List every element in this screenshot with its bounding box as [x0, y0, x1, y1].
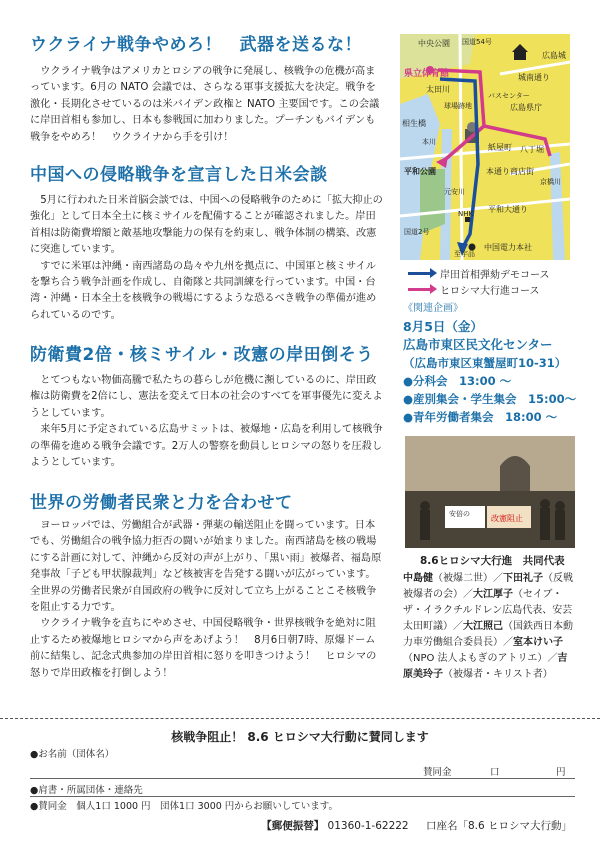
name-label: ●お名前（団体名）: [30, 749, 115, 760]
arrow-icon: [408, 272, 434, 275]
bank-info: [261, 818, 572, 833]
map-label: 本川: [422, 138, 436, 146]
map-label: バスセンター: [488, 92, 530, 100]
map-label: 元安川: [444, 188, 465, 196]
route-map: [400, 34, 570, 260]
fee-label: 賛同金: [423, 767, 452, 778]
map-label: 京橋川: [540, 178, 561, 186]
banner-text: 安倍の: [449, 510, 470, 518]
map-label: 太田川: [426, 85, 450, 94]
arrow-icon: [408, 288, 434, 291]
banner-text: 改憲阻止: [491, 514, 523, 523]
paragraph: ヨーロッパでは、労働組合が武器・弾薬の輸送阻止を闘っています。日本でも、労働組合の戦争協力拒否の闘いが始まりました。南西諸島を核の戦場にする計画に対して、沖縄から反対の声が上がり、「黒い雨」被爆者、福島原発事故「子ども甲状腺裁判」など核被害を告発する闘いが広がっています。全世界の労働者民衆が自国政府の戦争に反対して立ち上がることこそ核戦争を阻止する力です。: [30, 520, 382, 614]
cut-line: [0, 718, 600, 719]
reps-title: 8.6ヒロシマ大行進 共同代表: [420, 555, 565, 567]
paragraph: 来年5月に予定されている広島サミットは、被爆地・広島を利用して核戦争の準備を進める戦争会議です。2万人の警察を動員しヒロシマの怒りを圧殺しようとしています。: [30, 424, 383, 469]
rep-role: （国鉄西日本動力車労働組合委員長）／: [403, 621, 573, 648]
map-label: 至宇品: [454, 250, 475, 258]
heading-ukraine: ウクライナ戦争やめろ！ 武器を送るな！: [30, 35, 362, 55]
event-item: ●青年労働者集会 18:00 ～: [403, 410, 558, 424]
form-title: 核戦争阻止！ 8.6 ヒロシマ大行動に賛同します: [171, 730, 429, 744]
map-label: 平和公園: [404, 167, 436, 176]
map-label: 国道2号: [404, 228, 430, 236]
photo-graphic: [405, 436, 575, 548]
event-intro: 《関連企画》: [403, 303, 463, 314]
park-area: [420, 169, 445, 234]
paragraph: 5月に行われた日米首脳会談では、中国への侵略戦争のために「拡大抑止の強化」として日本全土に核ミサイルを配備することが確認されました。岸田首相は防衛費増額と敵基地攻撃能力の保有を約束し、戦争体制の構築、改憲に突進しています。: [30, 195, 383, 256]
rep-role: （被爆二世）／: [433, 573, 503, 584]
map-label: 中国電力本社: [484, 243, 532, 252]
map-label: 紙屋町: [488, 143, 512, 152]
related-event: [403, 300, 593, 426]
map-label: NHK: [458, 210, 474, 218]
rep-role: （NPO 法人よもぎのアトリエ）／: [403, 653, 558, 664]
castle-icon: [512, 44, 528, 60]
name-line[interactable]: [30, 778, 575, 779]
dome-icon: [500, 456, 530, 491]
paragraph: ウクライナ戦争はアメリカとロシアの戦争に発展し、核戦争の危機が高まっています。6月の NATO 会議では、さらなる軍事支援拡大を決定。戦争を激化・長期化させているのは米バイデン政権と NATO 主要国です。この会議に岸田首相も参加し、日本も参戦国に加わりました。プーチンもバイデンも戦争をやめろ！ ウクライナから手を引け！: [30, 66, 380, 143]
event-item: ●産別集会・学生集会 15:00～: [403, 392, 577, 406]
map-graphic: [400, 34, 570, 260]
bank-label: 【郵便振替】: [261, 820, 325, 832]
text-defense: [30, 373, 385, 471]
units-label: 口: [490, 767, 500, 778]
rep-name: 大江厚子: [473, 589, 513, 600]
map-label: 相生橋: [402, 119, 426, 128]
org-line[interactable]: [30, 796, 575, 797]
rep-name: 下田礼子: [503, 573, 543, 584]
event-address: （広島市東区東蟹屋町10-31）: [403, 356, 567, 370]
march-photo: [405, 436, 575, 548]
paragraph: すでに米軍は沖縄・南西諸島の島々や九州を拠点に、中国軍と核ミサイルを撃ち合う戦争計画を作成し、自衛隊と共同訓練を行っています。中国・台湾・沖縄・日本全土を核戦争の戦場にするような恐るべき戦争の準備が進められているのです。: [30, 260, 377, 321]
event-item: ●分科会 13:00 ～: [403, 374, 512, 388]
bank-name: 口座名「8.6 ヒロシマ大行動」: [425, 820, 572, 832]
heading-defense: 防衛費2倍・核ミサイル・改憲の岸田倒そう: [30, 345, 374, 365]
legend-demo: [408, 266, 550, 281]
map-label: 城南通り: [518, 73, 550, 82]
text-ukraine: [30, 64, 385, 146]
reps-list: [403, 571, 575, 683]
rep-name: 吉原美玲子: [403, 653, 568, 680]
rep-role: （セイブ・ザ・イラクチルドレン広島代表、安芸太田町議）／: [403, 589, 573, 632]
rep-role: （被爆者・キリスト者）: [443, 669, 553, 680]
text-workers: [30, 518, 385, 682]
heading-workers: 世界の労働者民衆と力を合わせて: [30, 493, 293, 513]
legend-demo-label: 岸田首相弾劾デモコース: [440, 270, 550, 281]
bank-number: 01360-1-62222: [327, 820, 409, 832]
paragraph: とてつもない物価高騰で私たちの暮らしが危機に瀕しているのに、岸田政権は防衛費を2倍にし、憲法を変えて日本の社会のすべてを軍事優先に変えようとしています。: [30, 375, 383, 419]
org-label: ●肩書・所属団体・連絡先: [30, 785, 143, 796]
heading-japan-us: 中国への侵略戦争を宣言した日米会談: [30, 165, 328, 185]
map-label: 平和大通り: [488, 205, 528, 214]
event-date: 8月5日（金）: [403, 319, 483, 334]
rep-name: 大江照己: [463, 621, 503, 632]
map-label: 県立体育館: [404, 69, 450, 79]
rep-role: （反戦被爆者の会）／: [403, 573, 573, 600]
map-label: 広島県庁: [510, 103, 542, 112]
map-label: 本通り商店街: [486, 167, 534, 176]
rep-name: 中島健: [403, 573, 433, 584]
map-label: 八丁堀: [520, 145, 544, 154]
yen-label: 円: [556, 767, 566, 778]
map-label: 球場跡地: [444, 102, 472, 110]
paragraph: ウクライナ戦争を直ちにやめさせ、中国侵略戦争・世界核戦争を絶対に阻止するため被爆地ヒロシマから声をあげよう！ 8月6日朝7時、原爆ドーム前に結集し、記念式典参加の岸田首相に怒りを叩きつけよう！ ヒロシマの怒りで岸田政権を打倒しよう！: [30, 618, 377, 679]
legend-march: [408, 282, 540, 297]
event-venue: 広島市東区民文化センター: [403, 337, 553, 352]
fee-note: ●賛同金 個人1口 1000 円 団体1口 3000 円からお願いしています。: [30, 801, 339, 812]
rep-name: 室本けい子: [513, 637, 563, 648]
map-label: 中央公園: [418, 39, 450, 48]
text-japan-us: [30, 193, 385, 324]
map-label: 国道54号: [462, 38, 492, 46]
legend-march-label: ヒロシマ大行進コース: [440, 286, 540, 297]
map-label: 広島城: [542, 51, 566, 60]
